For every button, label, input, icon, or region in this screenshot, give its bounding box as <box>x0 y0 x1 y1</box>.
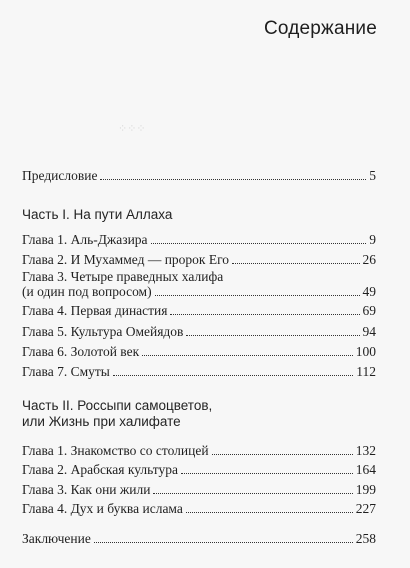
dot-leader <box>232 263 359 264</box>
dot-leader <box>186 512 353 513</box>
page-title: Содержание <box>263 18 377 39</box>
entry-page-number: 69 <box>362 303 376 318</box>
entry-label: Глава 2. Арабская культура <box>22 462 178 477</box>
entry-page-number: 94 <box>362 324 376 339</box>
toc-entry-preface[interactable] <box>22 167 376 184</box>
toc-entry-chapter[interactable] <box>22 251 376 268</box>
dot-leader <box>155 295 360 296</box>
dot-leader <box>170 314 359 315</box>
entry-page-number: 26 <box>362 252 376 267</box>
dot-leader <box>212 454 353 455</box>
part-heading-1: Часть I. На пути Аллаха <box>22 207 173 222</box>
entry-page-number: 5 <box>369 168 376 183</box>
toc-entry-chapter-continued[interactable] <box>22 283 376 300</box>
entry-label: Глава 2. И Мухаммед — пророк Его <box>22 252 230 267</box>
toc-entry-chapter[interactable] <box>22 343 376 360</box>
dot-leader <box>142 355 353 356</box>
dot-leader <box>94 542 353 543</box>
entry-page-number: 9 <box>369 232 376 247</box>
entry-page-number: 258 <box>355 531 376 546</box>
toc-entry-conclusion[interactable] <box>22 530 376 547</box>
toc-entry-chapter[interactable] <box>22 500 376 517</box>
dot-leader <box>181 473 353 474</box>
dot-leader <box>186 335 359 336</box>
entry-page-number: 112 <box>356 364 376 379</box>
toc-entry-chapter[interactable] <box>22 302 376 319</box>
entry-page-number: 49 <box>362 284 376 299</box>
entry-label: Предисловие <box>22 168 98 183</box>
part-heading-2-subtitle: или Жизнь при халифате <box>22 414 181 429</box>
toc-entry-chapter[interactable] <box>22 481 376 498</box>
entry-page-number: 164 <box>355 462 376 477</box>
toc-entry-chapter[interactable] <box>22 323 376 340</box>
entry-page-number: 227 <box>355 501 376 516</box>
entry-label: Глава 1. Знакомство со столицей <box>22 443 209 458</box>
dot-leader <box>100 179 366 180</box>
entry-label-continuation: (и один под вопросом) <box>22 284 152 299</box>
toc-entry-chapter[interactable] <box>22 231 376 248</box>
dot-leader <box>151 243 367 244</box>
dot-leader <box>113 375 353 376</box>
toc-entry-chapter[interactable] <box>22 442 376 459</box>
entry-label: Глава 3. Четыре праведных халифа <box>22 269 224 284</box>
entry-label: Глава 4. Первая династия <box>22 303 168 318</box>
entry-label: Глава 4. Дух и буква ислама <box>22 501 183 516</box>
entry-page-number: 100 <box>355 344 376 359</box>
part-heading-2: Часть II. Россыпи самоцветов, <box>22 398 213 413</box>
entry-page-number: 132 <box>355 443 376 458</box>
entry-label: Глава 5. Культура Омейядов <box>22 324 184 339</box>
bleed-through-mark: ⁘⁘⁘ <box>118 123 146 135</box>
dot-leader <box>153 493 352 494</box>
toc-entry-chapter[interactable] <box>22 363 376 380</box>
entry-label: Глава 6. Золотой век <box>22 344 140 359</box>
entry-label: Заключение <box>22 531 91 546</box>
toc-entry-chapter[interactable] <box>22 461 376 478</box>
entry-page-number: 199 <box>355 482 376 497</box>
entry-label: Глава 3. Как они жили <box>22 482 151 497</box>
entry-label: Глава 7. Смуты <box>22 364 110 379</box>
entry-label: Глава 1. Аль-Джазира <box>22 232 148 247</box>
